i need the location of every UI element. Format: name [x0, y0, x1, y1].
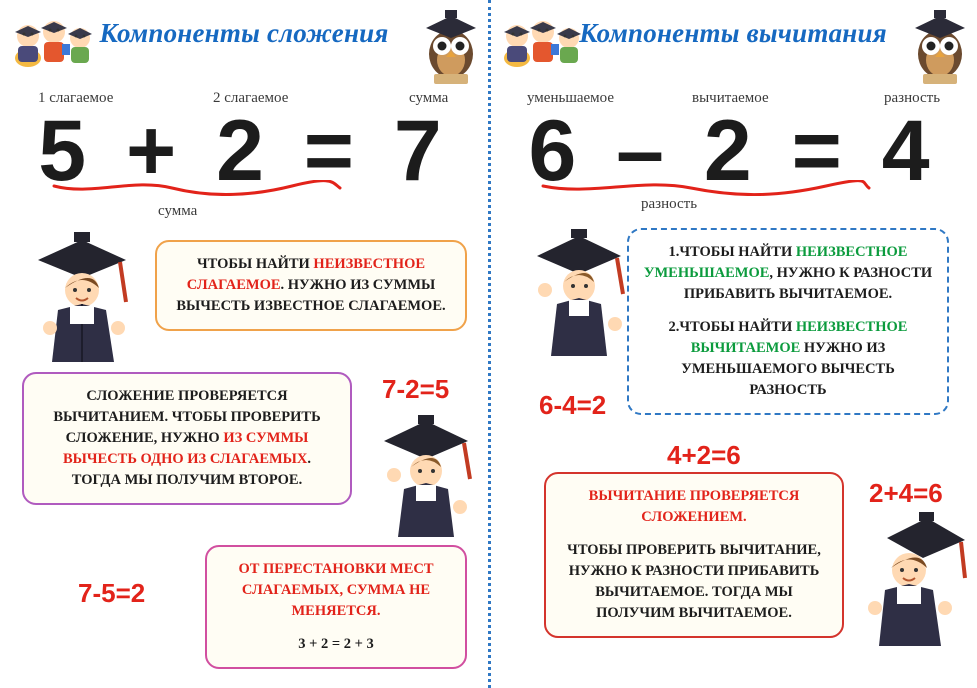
rule1-post: , НУЖНО К РАЗНОСТИ ПРИБАВИТЬ ВЫЧИТАЕМОЕ.	[683, 265, 933, 303]
panel-subtraction	[489, 0, 977, 688]
subtraction-check-head: ВЫЧИТАНИЕ ПРОВЕРЯЕТСЯ СЛОЖЕНИЕМ.	[588, 488, 800, 526]
commutative-head: ОТ ПЕРЕСТАНОВКИ МЕСТ СЛАГАЕМЫХ, СУММА НЕ МЕНЯЕТСЯ.	[238, 561, 434, 620]
unknown-term-highlight: НЕИЗВЕСТНОЕ СЛАГАЕМОЕ	[186, 256, 426, 294]
girl-graduate-illustration-left	[30, 232, 140, 372]
subtraction-equation: 6 – 2 = 4	[528, 103, 938, 199]
label-term-1: 1 слагаемое	[38, 90, 114, 106]
label-term-2: 2 слагаемое	[213, 90, 289, 106]
page-title-addition: Компоненты сложения	[99, 18, 389, 48]
rule1-highlight: НЕИЗВЕСТНОЕ УМЕНЬШАЕМОЕ	[643, 244, 908, 282]
note-7-minus-5: 7-5=2	[78, 578, 146, 608]
rule1-pre: 1.ЧТОБЫ НАЙТИ	[668, 244, 796, 260]
addition-check-text-pre: СЛОЖЕНИЕ ПРОВЕРЯЕТСЯ ВЫЧИТАНИЕМ. ЧТОБЫ ПРОВЕРИТЬ СЛОЖЕНИЕ, НУЖНО	[53, 388, 321, 447]
label-subtrahend: вычитаемое	[692, 90, 769, 106]
panel-addition	[0, 0, 488, 688]
note-6-minus-4: 6-4=2	[539, 390, 607, 420]
unknown-term-text-pre: ЧТОБЫ НАЙТИ	[196, 256, 314, 272]
box-subtraction-rules	[627, 228, 949, 415]
boy-graduate-illustration-right	[531, 228, 631, 368]
box-addition-check	[22, 372, 352, 505]
addition-check-highlight: ИЗ СУММЫ ВЫЧЕСТЬ ОДНО ИЗ СЛАГАЕМЫХ	[62, 430, 309, 468]
boy-graduate-illustration-left	[378, 415, 478, 545]
sum-underline-squiggle	[52, 180, 342, 198]
box-unknown-term	[155, 240, 467, 331]
label-difference: разность	[884, 90, 941, 106]
addition-equation: 5 + 2 = 7	[38, 103, 450, 199]
girl-graduate-illustration-right	[857, 508, 967, 658]
label-sum-under: сумма	[158, 203, 198, 219]
page-title-subtraction: Компоненты вычитания	[579, 18, 887, 48]
label-difference-under: разность	[641, 196, 698, 212]
rule2-pre: 2.ЧТОБЫ НАЙТИ	[668, 319, 796, 336]
box-subtraction-check	[544, 472, 844, 638]
addition-check-text-post: . ТОГДА МЫ ПОЛУЧИМ ВТОРОЕ.	[71, 451, 312, 489]
rule2-post: НУЖНО ИЗ УМЕНЬШАЕМОГО ВЫЧЕСТЬ РАЗНОСТЬ	[681, 340, 895, 399]
box-commutative-law	[205, 545, 467, 669]
commutative-example: 3 + 2 = 2 + 3	[298, 636, 374, 653]
note-4-plus-2: 4+2=6	[667, 440, 741, 470]
subtraction-check-body: ЧТОБЫ ПРОВЕРИТЬ ВЫЧИТАНИЕ, НУЖНО К РАЗНОСТИ ПРИБАВИТЬ ВЫЧИТАЕМОЕ. ТОГДА МЫ ПОЛУЧИМ ВЫЧИТАЕМОЕ.	[567, 542, 821, 622]
label-sum: сумма	[409, 90, 449, 106]
unknown-term-text-post: . НУЖНО ИЗ СУММЫ ВЫЧЕСТЬ ИЗВЕСТНОЕ СЛАГАЕМОЕ.	[176, 277, 446, 315]
label-minuend: уменьшаемое	[527, 90, 615, 106]
note-2-plus-4: 2+4=6	[869, 478, 943, 508]
rule2-highlight: НЕИЗВЕСТНОЕ ВЫЧИТАЕМОЕ	[690, 319, 908, 357]
note-7-minus-2: 7-2=5	[382, 374, 450, 404]
difference-underline-squiggle	[541, 180, 871, 198]
